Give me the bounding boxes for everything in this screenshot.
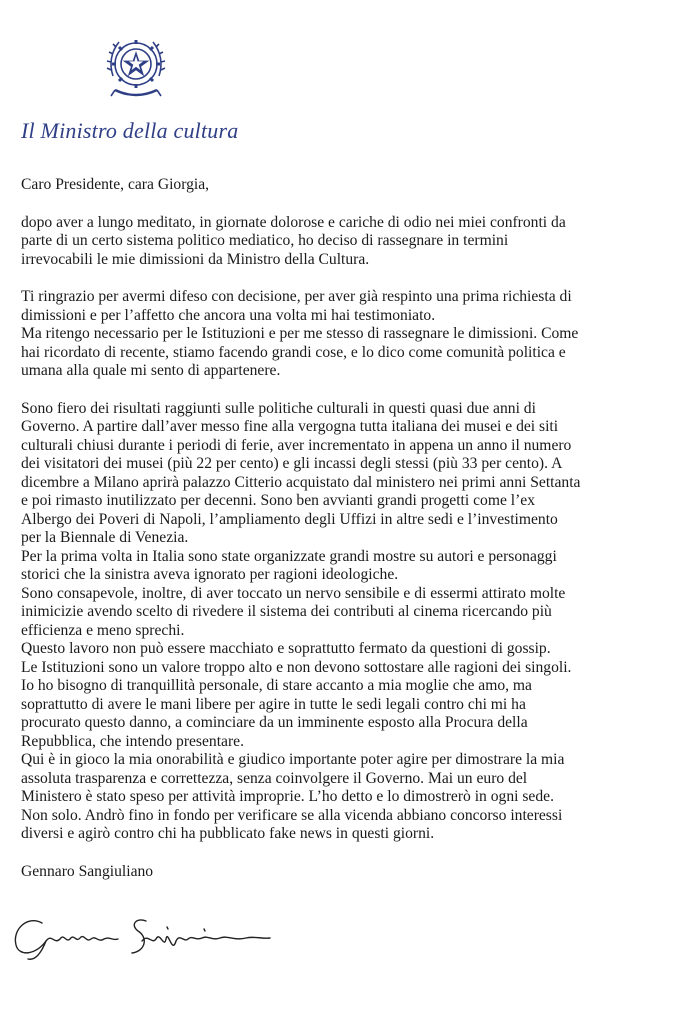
- letter-line: efficienza e meno sprechi.: [21, 621, 185, 639]
- closing-name: Gennaro Sangiuliano: [21, 862, 154, 880]
- italian-republic-emblem-icon: [103, 30, 169, 104]
- letter-line: Albergo dei Poveri di Napoli, l’ampliamento degli Uffizi in altre sedi e l’investimento: [21, 510, 558, 528]
- letter-line: procurato questo danno, a cominciare da un imminente esposto alla Procura della: [21, 714, 528, 731]
- letter-line: Io ho bisogno di tranquillità personale, di stare accanto a mia moglie che amo, ma: [21, 677, 532, 694]
- letter-line: Questo lavoro non può essere macchiato e soprattutto fermato da questioni di gossip.: [21, 640, 551, 657]
- letter-line: umana alla quale mi sento di appartenere.: [21, 362, 281, 379]
- letter-line: Governo. A partire dall’aver messo fine alla vergogna tutta italiana dei musei e dei siti: [21, 418, 559, 435]
- letter-line: Sono fiero dei risultati raggiunti sulle politiche culturali in questi quasi due anni di: [21, 399, 536, 417]
- letter-line: e poi rimasto inutilizzato per decenni. Sono ben avvianti grandi progetti come l’ex: [21, 492, 536, 509]
- letter-line: Non solo. Andrò fino in fondo per verificare se alla vicenda abbiano concorso interessi: [21, 806, 563, 824]
- letter-line: Repubblica, che intendo presentare.: [21, 732, 244, 750]
- letter-line: parte di un certo sistema politico mediatico, ho deciso di rassegnare in termini: [21, 232, 509, 249]
- letter-line: dicembre a Milano aprirà palazzo Citterio acquistato dal ministero nei primi anni Settanta: [21, 473, 581, 491]
- letter-line: culturali chiusi durante i periodi di ferie, aver incrementato in appena un anno il numero: [21, 436, 572, 454]
- letter-line: Le Istituzioni sono un valore troppo alto e non devono sottostare alle ragioni dei singoli.: [21, 658, 572, 676]
- letter-body: [21, 176, 691, 881]
- letter-line: storici che la sinistra aveva ignorato per ragioni ideologiche.: [21, 566, 399, 583]
- letter-line: Ministero è stato speso per attività improprie. L’ho detto e lo dimostrerò in ogni sede.: [21, 788, 554, 805]
- letter-line: Qui è in gioco la mia onorabilità e giudico importante poter agire per dimostrare la mia: [21, 751, 565, 768]
- letter-line: Ma ritengo necessario per le Istituzioni e per me stesso di rassegnare le dimissioni. Come: [21, 325, 579, 342]
- handwritten-signature: [6, 911, 276, 963]
- letter-line: dei visitatori dei musei (più 22 per cento) e gli incassi degli stessi (più 33 per cento). A: [21, 455, 563, 472]
- letter-line: hai ricordato di recente, stiamo facendo grandi cose, e lo dico come comunità politica e: [21, 343, 566, 361]
- letterhead-title: Il Ministro della cultura: [21, 118, 239, 143]
- letter-line: diversi e agirò contro chi ha pubblicato fake news in questi giorni.: [21, 825, 435, 842]
- letter-line: Sono consapevole, inoltre, di aver toccato un nervo sensibile e di essermi attirato molte: [21, 584, 566, 602]
- letter-line: per la Biennale di Venezia.: [21, 529, 189, 546]
- salutation: Caro Presidente, cara Giorgia,: [21, 176, 210, 193]
- letter-line: soprattutto di avere le mani libere per agire in tutte le sedi legali contro chi mi ha: [21, 695, 526, 713]
- letter-line: assoluta trasparenza e correttezza, senza coinvolgere il Governo. Mai un euro del: [21, 769, 528, 787]
- letter-line: dimissioni e per l’affetto che ancora una volta mi hai testimoniato.: [21, 306, 436, 324]
- letter-line: dopo aver a lungo meditato, in giornate dolorose e cariche di odio nei miei confronti da: [21, 213, 566, 231]
- letter-line: inimicizie avendo scelto di rivedere il sistema dei contributi al cinema ricercando più: [21, 603, 552, 620]
- letter-line: Per la prima volta in Italia sono state organizzate grandi mostre su autori e personaggi: [21, 547, 557, 565]
- letter-line: irrevocabili le mie dimissioni da Ministro della Cultura.: [21, 250, 370, 268]
- letter-line: Ti ringrazio per avermi difeso con decisione, per aver già respinto una prima richiesta di: [21, 288, 572, 305]
